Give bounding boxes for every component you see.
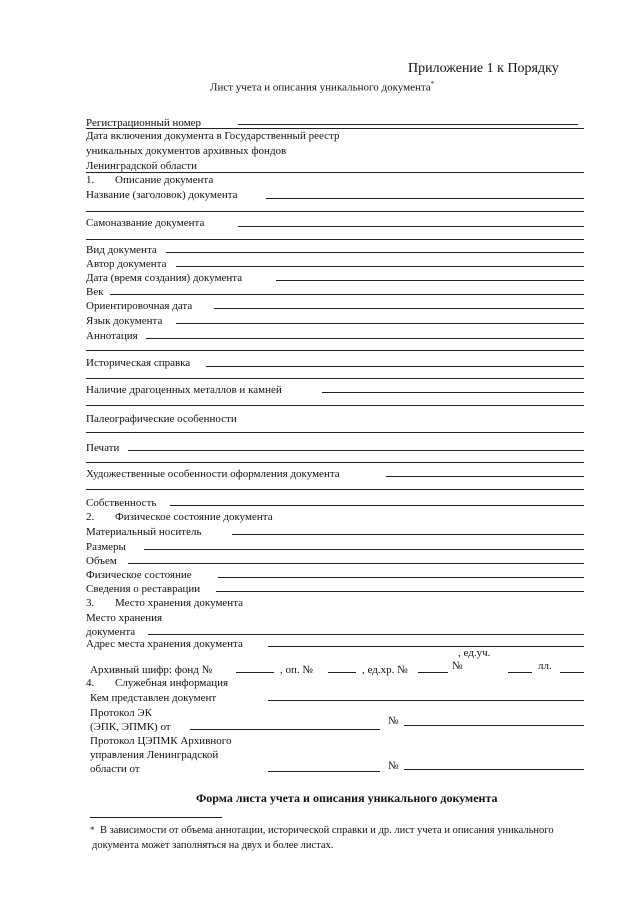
protocol-ek-number-sign: №	[388, 715, 399, 727]
inclusion-date-line[interactable]	[86, 172, 584, 173]
registration-number-label: Регистрационный номер	[86, 117, 202, 129]
ownership-label: Собственность	[86, 497, 157, 509]
footnote-line-1: В зависимости от объема аннотации, исторической справки и др. лист учета и описания уникального	[100, 825, 554, 836]
document-name-line-2[interactable]	[86, 211, 584, 212]
ownership-line[interactable]	[170, 505, 584, 506]
submitted-by-line[interactable]	[268, 700, 584, 701]
doc-type-line[interactable]	[166, 252, 584, 253]
protocol-cepmk-date-line[interactable]	[268, 771, 380, 772]
field-separator	[86, 128, 584, 129]
author-line[interactable]	[176, 266, 584, 267]
precious-metals-line-2[interactable]	[86, 405, 584, 406]
approx-date-line[interactable]	[214, 308, 584, 309]
section-4-number: 4.	[86, 677, 95, 689]
title-footnote-mark: *	[430, 80, 435, 88]
footnote-line-2: документа может заполняться на двух и более листах.	[92, 840, 334, 851]
paleographic-line[interactable]	[86, 432, 584, 433]
sheet-title-text: Лист учета и описания уникального документа	[210, 81, 431, 94]
dimensions-label: Размеры	[86, 541, 126, 553]
section-4-title: Служебная информация	[115, 677, 229, 689]
section-3-title: Место хранения документа	[115, 597, 244, 609]
historical-note-line[interactable]	[206, 366, 584, 367]
century-line[interactable]	[110, 294, 584, 295]
seals-label: Печати	[86, 442, 120, 454]
physical-state-label: Физическое состояние	[86, 569, 192, 581]
cipher-edhr-line[interactable]	[418, 672, 448, 673]
storage-address-line[interactable]	[268, 646, 584, 647]
artistic-line-2[interactable]	[86, 489, 584, 490]
paleographic-label: Палеографические особенности	[86, 413, 237, 425]
historical-note-label: Историческая справка	[86, 357, 191, 369]
creation-date-line[interactable]	[276, 280, 584, 281]
storage-line[interactable]	[148, 634, 584, 635]
cipher-op-label: , оп. №	[280, 664, 313, 676]
storage-address-label: Адрес места хранения документа	[86, 638, 243, 650]
cipher-educh-line[interactable]	[508, 672, 532, 673]
document-name-line[interactable]	[266, 198, 584, 199]
section-1-number: 1.	[86, 174, 95, 186]
inclusion-date-label-2: уникальных документов архивных фондов	[86, 145, 287, 157]
protocol-cepmk-number-line[interactable]	[404, 769, 584, 770]
cipher-educh-label: , ед.уч.	[458, 647, 491, 659]
cipher-ll-label: лл.	[538, 660, 552, 672]
protocol-ek-label-2: (ЭПК, ЭПМК) от	[90, 721, 171, 733]
language-line[interactable]	[176, 323, 584, 324]
form-caption: Форма листа учета и описания уникального документа	[196, 791, 498, 805]
self-name-line[interactable]	[238, 226, 584, 227]
physical-state-line[interactable]	[218, 577, 584, 578]
volume-label: Объем	[86, 555, 117, 567]
restoration-label: Сведения о реставрации	[86, 583, 201, 595]
section-3-number: 3.	[86, 597, 95, 609]
submitted-by-label: Кем представлен документ	[90, 692, 217, 704]
self-name-line-2[interactable]	[86, 239, 584, 240]
appendix-heading: Приложение 1 к Порядку	[408, 61, 559, 76]
cipher-fond-label: Архивный шифр: фонд №	[90, 664, 213, 676]
footnote-separator	[90, 817, 222, 818]
document-name-label: Название (заголовок) документа	[86, 189, 238, 201]
seals-line-2[interactable]	[86, 462, 584, 463]
dimensions-line[interactable]	[144, 549, 584, 550]
protocol-ek-number-line[interactable]	[404, 725, 584, 726]
restoration-line[interactable]	[216, 591, 584, 592]
cipher-fond-line[interactable]	[236, 672, 274, 673]
section-1-title: Описание документа	[115, 174, 214, 186]
material-label: Материальный носитель	[86, 526, 202, 538]
century-label: Век	[86, 286, 104, 298]
doc-type-label: Вид документа	[86, 244, 157, 256]
storage-label-2: документа	[86, 626, 136, 638]
artistic-label: Художественные особенности оформления документа	[86, 468, 340, 480]
footnote-mark: *	[90, 825, 95, 835]
precious-metals-label: Наличие драгоценных металлов и камней	[86, 384, 282, 396]
precious-metals-line[interactable]	[322, 392, 584, 393]
language-label: Язык документа	[86, 315, 163, 327]
volume-line[interactable]	[128, 563, 584, 564]
protocol-cepmk-label-2: управления Ленинградской	[90, 749, 219, 761]
historical-note-line-2[interactable]	[86, 378, 584, 379]
protocol-cepmk-label-1: Протокол ЦЭПМК Архивного	[90, 735, 232, 747]
creation-date-label: Дата (время создания) документа	[86, 272, 243, 284]
annotation-line[interactable]	[146, 338, 584, 339]
protocol-cepmk-label-3: области от	[90, 763, 140, 775]
section-2-title: Физическое состояние документа	[115, 511, 273, 523]
cipher-ll-line[interactable]	[560, 672, 584, 673]
author-label: Автор документа	[86, 258, 167, 270]
annotation-line-2[interactable]	[86, 350, 584, 351]
protocol-ek-label-1: Протокол ЭК	[90, 707, 152, 719]
annotation-label: Аннотация	[86, 330, 138, 342]
material-line[interactable]	[232, 534, 584, 535]
cipher-op-line[interactable]	[328, 672, 356, 673]
protocol-cepmk-number-sign: №	[388, 760, 399, 772]
cipher-edhr-label: , ед.хр. №	[362, 664, 408, 676]
artistic-line[interactable]	[386, 476, 584, 477]
inclusion-date-label-3: Ленинградской области	[86, 160, 197, 172]
seals-line[interactable]	[128, 450, 584, 451]
approx-date-label: Ориентировочная дата	[86, 300, 193, 312]
section-2-number: 2.	[86, 511, 95, 523]
storage-label-1: Место хранения	[86, 612, 163, 624]
registration-number-line[interactable]	[238, 124, 578, 125]
protocol-ek-date-line[interactable]	[190, 729, 380, 730]
self-name-label: Самоназвание документа	[86, 217, 205, 229]
cipher-educh-number-sign: №	[452, 660, 463, 672]
sheet-title	[210, 81, 434, 94]
inclusion-date-label-1: Дата включения документа в Государственный реестр	[86, 130, 340, 142]
